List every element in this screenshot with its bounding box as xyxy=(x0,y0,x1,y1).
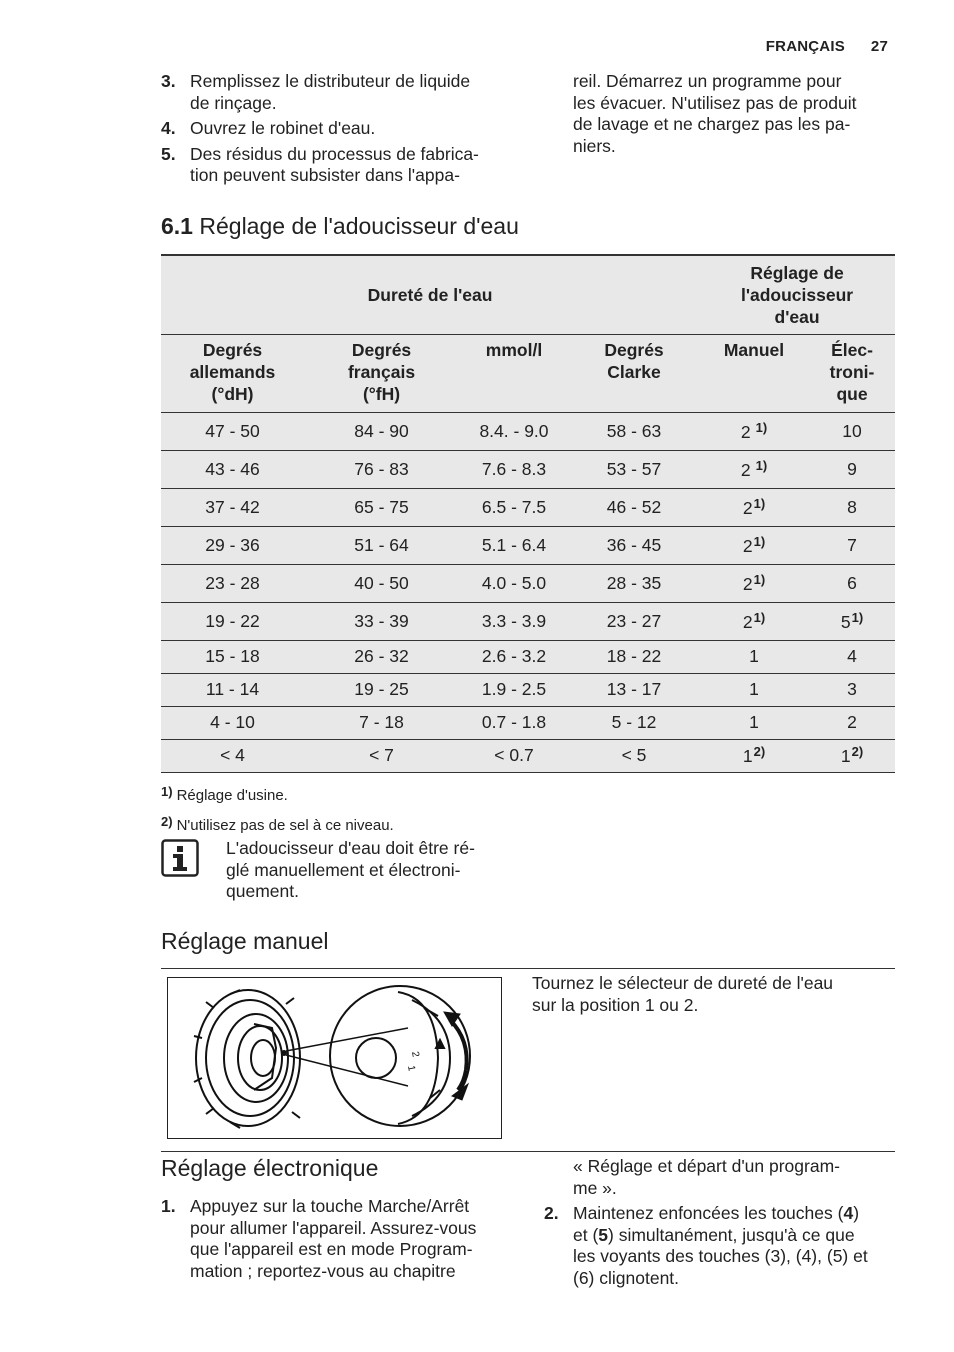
intro-continuation xyxy=(573,71,903,157)
step-line: Des résidus du processus de fabrica- xyxy=(190,143,479,164)
electronic-value: 7 xyxy=(847,534,857,555)
cell-dh: 11 - 14 xyxy=(161,673,304,706)
electronic-value: 10 xyxy=(842,420,862,441)
electronic-continuation xyxy=(573,1156,893,1199)
cell-mmol: 0.7 - 1.8 xyxy=(459,706,569,739)
continuation-line: niers. xyxy=(573,135,616,156)
cell-fh: 40 - 50 xyxy=(304,564,459,602)
cell-dh: 37 - 42 xyxy=(161,488,304,526)
cell-electronic xyxy=(809,564,895,602)
column-header-line: mmol/l xyxy=(485,339,543,360)
table-row xyxy=(161,564,895,602)
group-header-line: d'eau xyxy=(774,306,820,327)
cell-mmol: < 0.7 xyxy=(459,739,569,772)
footnote-mark: 2) xyxy=(161,814,173,829)
manual-value: 1 xyxy=(742,746,753,766)
step-line: Ouvrez le robinet d'eau. xyxy=(190,118,376,138)
info-note-line: quement. xyxy=(226,881,299,901)
cell-mmol: 8.4. - 9.0 xyxy=(459,412,569,450)
info-note-line: L'adoucisseur d'eau doit être ré- xyxy=(226,838,475,858)
cell-electronic xyxy=(809,739,895,772)
table-row xyxy=(161,602,895,640)
section-title-text: Réglage de l'adoucisseur d'eau xyxy=(199,213,519,239)
cell-clarke: < 5 xyxy=(569,739,699,772)
column-header-row xyxy=(161,334,895,412)
section-number: 6.1 xyxy=(161,213,193,239)
table-bottom-rule xyxy=(161,772,895,773)
cell-fh: 7 - 18 xyxy=(304,706,459,739)
info-note-line: glé manuellement et électroni- xyxy=(226,859,461,880)
intro-step xyxy=(161,71,521,114)
cell-fh: 65 - 75 xyxy=(304,488,459,526)
cell-clarke: 46 - 52 xyxy=(569,488,699,526)
cell-manual xyxy=(699,488,809,526)
manual-note: 1) xyxy=(755,419,768,435)
cell-mmol: 7.6 - 8.3 xyxy=(459,450,569,488)
language-label: FRANÇAIS xyxy=(765,38,845,55)
manual-text-line: Tournez le sélecteur de dureté de l'eau xyxy=(532,973,834,993)
cell-manual xyxy=(699,640,809,673)
dial-illustration xyxy=(167,977,502,1139)
footnote-text: N'utilisez pas de sel à ce niveau. xyxy=(176,817,394,834)
group-header-line: Réglage de xyxy=(750,262,844,283)
cell-mmol: 4.0 - 5.0 xyxy=(459,564,569,602)
cell-fh: 51 - 64 xyxy=(304,526,459,564)
table-body xyxy=(161,412,895,772)
page-header xyxy=(766,38,888,55)
column-header-line: allemands xyxy=(189,361,276,382)
electronic-step1 xyxy=(161,1196,531,1282)
electronic-value: 8 xyxy=(847,496,857,517)
column-header xyxy=(304,334,459,412)
electronic-value: 6 xyxy=(847,572,857,593)
footnotes xyxy=(161,782,394,842)
column-header xyxy=(699,334,809,412)
column-header-line: français xyxy=(347,361,416,382)
cell-manual xyxy=(699,450,809,488)
cell-manual xyxy=(699,739,809,772)
manual-value: 1 xyxy=(749,646,759,666)
hardness-table xyxy=(161,256,895,772)
cell-manual xyxy=(699,673,809,706)
rotation-arrows-icon xyxy=(444,1012,468,1100)
step-line: Remplissez le distributeur de liquide xyxy=(190,71,471,91)
cell-electronic xyxy=(809,412,895,450)
cell-dh: 47 - 50 xyxy=(161,412,304,450)
manual-title: Réglage manuel xyxy=(161,928,329,954)
column-header-line: Clarke xyxy=(607,361,661,382)
electronic-continuation-line: me ». xyxy=(573,1177,617,1198)
cell-clarke: 5 - 12 xyxy=(569,706,699,739)
page-number: 27 xyxy=(870,38,888,55)
cell-clarke: 23 - 27 xyxy=(569,602,699,640)
footnote-mark: 1) xyxy=(161,784,173,799)
cell-dh: 4 - 10 xyxy=(161,706,304,739)
cell-electronic xyxy=(809,706,895,739)
key-5-label: 5 xyxy=(598,1224,609,1245)
table-row xyxy=(161,488,895,526)
cell-fh: 19 - 25 xyxy=(304,673,459,706)
cell-clarke: 36 - 45 xyxy=(569,526,699,564)
cell-dh: 15 - 18 xyxy=(161,640,304,673)
manual-text xyxy=(532,973,882,1016)
step2-line-4: (6) clignotent. xyxy=(573,1267,680,1288)
manual-value: 2 xyxy=(742,611,753,632)
manual-value: 1 xyxy=(749,712,759,732)
manual-note: 1) xyxy=(753,495,766,511)
column-header-line: que xyxy=(836,383,868,404)
intro-step xyxy=(161,144,521,187)
footnote xyxy=(161,812,394,836)
cell-electronic xyxy=(809,640,895,673)
electronic-note: 2) xyxy=(851,744,864,759)
manual-value: 1 xyxy=(749,679,759,699)
manual-rule-top xyxy=(161,968,895,969)
step2-text-2: ) xyxy=(853,1203,860,1223)
step2-line-3: les voyants des touches (3), (4), (5) et xyxy=(573,1246,868,1266)
electronic-title: Réglage électronique xyxy=(161,1155,379,1181)
cell-dh: 29 - 36 xyxy=(161,526,304,564)
manual-value: 2 xyxy=(742,535,753,556)
zoom-drawing xyxy=(330,986,470,1126)
column-header-line: troni- xyxy=(829,361,875,382)
group-header-line: l'adoucisseur xyxy=(740,284,854,305)
cell-manual xyxy=(699,412,809,450)
cell-dh: 23 - 28 xyxy=(161,564,304,602)
intro-step xyxy=(161,118,521,140)
step-text xyxy=(190,71,470,114)
electronic-continuation-line: « Réglage et départ d'un program- xyxy=(573,1156,840,1176)
cell-mmol: 3.3 - 3.9 xyxy=(459,602,569,640)
manual-text-line: sur la position 1 ou 2. xyxy=(532,994,699,1015)
step1-line: Appuyez sur la touche Marche/Arrêt xyxy=(190,1196,470,1216)
electronic-value: 1 xyxy=(840,746,851,766)
cell-fh: 76 - 83 xyxy=(304,450,459,488)
electronic-value: 9 xyxy=(847,458,857,479)
step2-text-4: ) simultanément, jusqu'à ce que xyxy=(608,1224,855,1245)
table-row xyxy=(161,739,895,772)
electronic-step2 xyxy=(544,1203,904,1289)
manual-note: 1) xyxy=(753,533,766,549)
cell-electronic xyxy=(809,450,895,488)
cap-drawing xyxy=(194,990,300,1128)
cell-dh: 19 - 22 xyxy=(161,602,304,640)
cell-mmol: 1.9 - 2.5 xyxy=(459,673,569,706)
column-header-line: Degrés xyxy=(202,339,263,360)
continuation-line: reil. Démarrez un programme pour xyxy=(573,71,842,91)
step-number: 3. xyxy=(161,71,176,91)
column-header-line: Degrés xyxy=(351,339,412,360)
manual-note: 1) xyxy=(753,609,766,625)
table-row xyxy=(161,640,895,673)
column-header xyxy=(161,334,304,412)
cell-fh: 33 - 39 xyxy=(304,602,459,640)
cell-manual xyxy=(699,706,809,739)
cell-dh: < 4 xyxy=(161,739,304,772)
cell-fh: 84 - 90 xyxy=(304,412,459,450)
electronic-value: 5 xyxy=(840,611,851,632)
step-line: de rinçage. xyxy=(190,92,277,113)
section-title xyxy=(161,213,519,240)
column-header xyxy=(459,334,569,412)
cell-clarke: 18 - 22 xyxy=(569,640,699,673)
cell-fh: 26 - 32 xyxy=(304,640,459,673)
group-header-setting xyxy=(699,256,895,334)
cell-dh: 43 - 46 xyxy=(161,450,304,488)
step2-text-1: Maintenez enfoncées les touches ( xyxy=(573,1203,844,1223)
column-header-line: Élec- xyxy=(831,339,873,360)
key-4-label: 4 xyxy=(843,1203,854,1223)
step1-line: que l'appareil est en mode Program- xyxy=(190,1239,473,1259)
column-header xyxy=(809,334,895,412)
manual-value: 2 xyxy=(740,421,751,442)
column-header-line: (°dH) xyxy=(211,383,254,404)
electronic-value: 4 xyxy=(847,646,857,666)
electronic-value: 2 xyxy=(847,712,857,732)
cell-manual xyxy=(699,564,809,602)
footnote xyxy=(161,782,394,806)
dial-label-1: 1 xyxy=(405,1064,417,1072)
cell-electronic xyxy=(809,602,895,640)
cell-mmol: 5.1 - 6.4 xyxy=(459,526,569,564)
cell-mmol: 6.5 - 7.5 xyxy=(459,488,569,526)
footnote-text: Réglage d'usine. xyxy=(176,787,288,804)
cell-clarke: 58 - 63 xyxy=(569,412,699,450)
cell-electronic xyxy=(809,526,895,564)
table-row xyxy=(161,450,895,488)
step-number: 5. xyxy=(161,143,176,164)
continuation-line: les évacuer. N'utilisez pas de produit xyxy=(573,92,857,113)
step1-number: 1. xyxy=(161,1196,176,1216)
manual-value: 2 xyxy=(740,459,751,480)
cell-electronic xyxy=(809,488,895,526)
cell-electronic xyxy=(809,673,895,706)
cell-manual xyxy=(699,602,809,640)
step2-text-3: et ( xyxy=(573,1224,599,1245)
column-header-line: (°fH) xyxy=(362,383,401,404)
manual-note: 1) xyxy=(755,457,768,473)
cell-clarke: 13 - 17 xyxy=(569,673,699,706)
step1-line: pour allumer l'appareil. Assurez-vous xyxy=(190,1217,477,1238)
column-header-line: Manuel xyxy=(723,339,785,360)
continuation-line: de lavage et ne chargez pas les pa- xyxy=(573,114,851,134)
group-header-hardness: Dureté de l'eau xyxy=(161,256,699,334)
cell-clarke: 28 - 35 xyxy=(569,564,699,602)
manual-note: 1) xyxy=(753,571,766,587)
step-line: tion peuvent subsister dans l'appa- xyxy=(190,165,460,185)
column-header-line: Degrés xyxy=(604,339,664,360)
manual-value: 2 xyxy=(742,497,753,518)
table-row xyxy=(161,412,895,450)
step1-line: mation ; reportez-vous au chapitre xyxy=(190,1260,456,1281)
info-icon xyxy=(161,839,201,877)
hardness-table-wrap xyxy=(161,254,895,773)
step-number: 4. xyxy=(161,118,176,138)
table-row xyxy=(161,706,895,739)
manual-note: 2) xyxy=(753,744,766,759)
electronic-value: 3 xyxy=(847,679,857,699)
cell-mmol: 2.6 - 3.2 xyxy=(459,640,569,673)
info-note-text xyxy=(226,838,526,903)
step2-number: 2. xyxy=(544,1203,559,1223)
column-header xyxy=(569,334,699,412)
electronic-note: 1) xyxy=(851,609,864,625)
intro-steps xyxy=(161,71,521,191)
dial-label-2: 2 xyxy=(409,1050,421,1058)
cell-manual xyxy=(699,526,809,564)
cell-clarke: 53 - 57 xyxy=(569,450,699,488)
cell-fh: < 7 xyxy=(304,739,459,772)
step-text xyxy=(190,144,479,187)
table-row xyxy=(161,673,895,706)
manual-rule-bottom xyxy=(161,1151,895,1152)
step-text xyxy=(190,118,375,140)
table-row xyxy=(161,526,895,564)
manual-value: 2 xyxy=(742,573,753,594)
